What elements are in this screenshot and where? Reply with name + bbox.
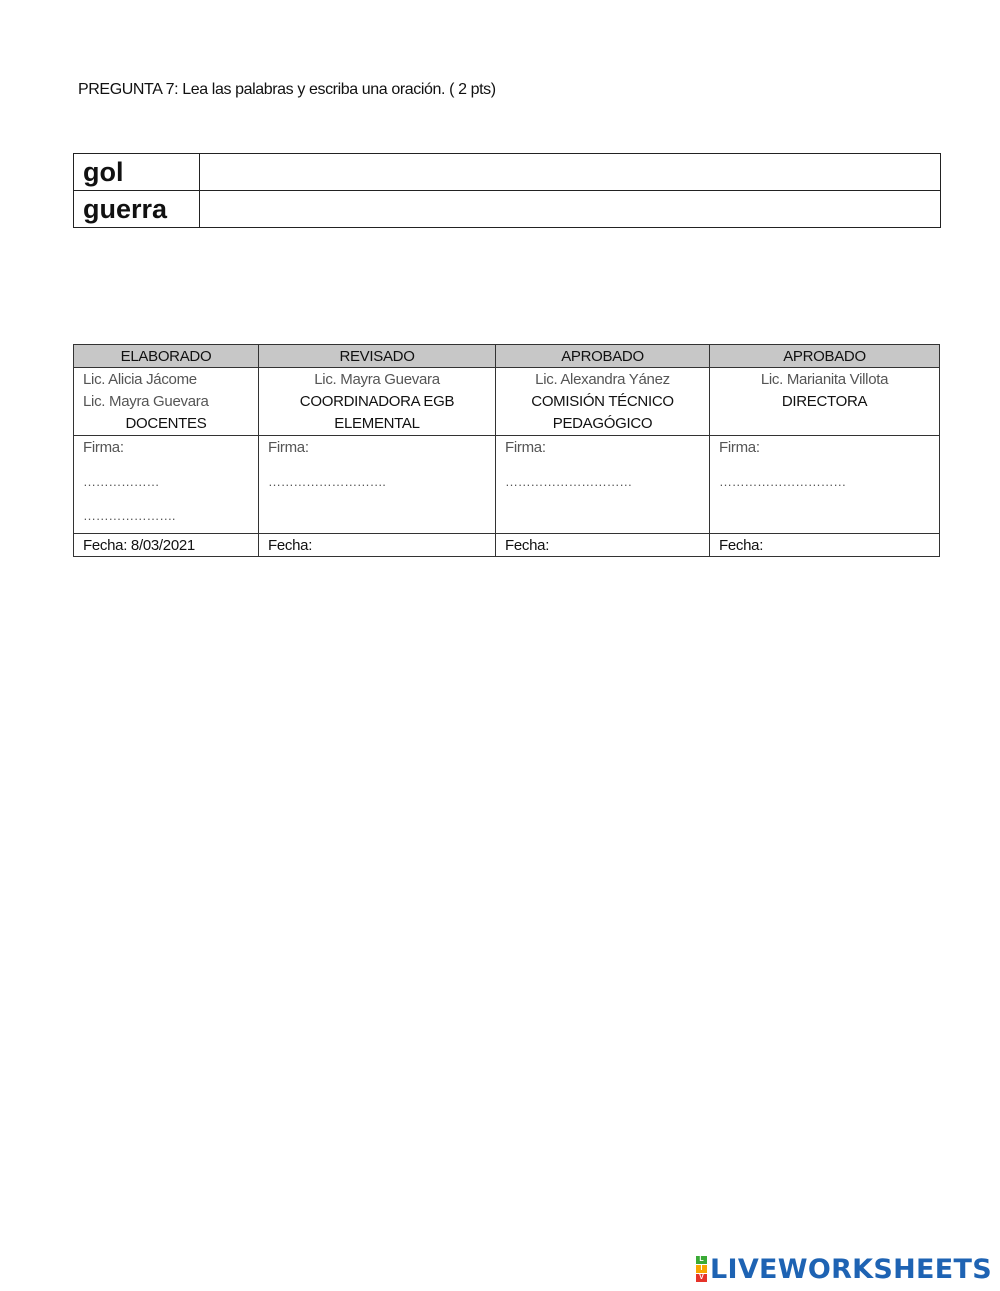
date-cell: Fecha: [496, 534, 710, 557]
logo-text: LIVEWORKSHEETS [709, 1253, 992, 1285]
signature-cell [259, 436, 496, 534]
date-cell: Fecha: [259, 534, 496, 557]
word-row [74, 191, 941, 228]
approval-info-row [74, 368, 940, 436]
person-name: Lic. Alexandra Yánez [535, 371, 670, 388]
signature-line: ……………… [83, 474, 160, 489]
aprobado-info [496, 368, 710, 436]
approval-table [73, 344, 940, 557]
person-name: Lic. Mayra Guevara [83, 393, 209, 410]
liveworksheets-logo [696, 1254, 992, 1284]
signature-cell [74, 436, 259, 534]
word-label: gol [74, 154, 200, 191]
signature-label: Firma: [83, 439, 124, 456]
date-cell: Fecha: [710, 534, 940, 557]
signature-line: ………………………… [505, 474, 633, 489]
person-role: COMISIÓN TÉCNICO [531, 393, 674, 410]
approval-signature-row [74, 436, 940, 534]
logo-mark-icon [696, 1256, 707, 1283]
word-sentence-table [73, 153, 941, 228]
aprobado-info [710, 368, 940, 436]
date-cell: Fecha: 8/03/2021 [74, 534, 259, 557]
signature-label: Firma: [719, 439, 760, 456]
person-role: DOCENTES [125, 415, 207, 432]
approval-header-row [74, 345, 940, 368]
logo-mark-letter: L [696, 1256, 707, 1264]
word-row [74, 154, 941, 191]
person-role: DIRECTORA [781, 393, 868, 410]
header-aprobado: APROBADO [710, 345, 940, 368]
signature-cell [496, 436, 710, 534]
person-role: ELEMENTAL [334, 415, 420, 432]
signature-line: ………………………. [268, 474, 386, 489]
person-name: Lic. Alicia Jácome [83, 371, 197, 388]
person-name: Lic. Mayra Guevara [314, 371, 440, 388]
person-name: Lic. Marianita Villota [760, 371, 889, 388]
signature-cell [710, 436, 940, 534]
elaborado-info [74, 368, 259, 436]
approval-date-row [74, 534, 940, 557]
signature-line: …………………. [83, 508, 176, 523]
logo-mark-letter: V [696, 1274, 707, 1282]
question-text: PREGUNTA 7: Lea las palabras y escriba una oración. ( 2 pts) [78, 81, 496, 98]
signature-line: ………………………… [719, 474, 847, 489]
word-label: guerra [74, 191, 200, 228]
header-aprobado: APROBADO [496, 345, 710, 368]
signature-label: Firma: [505, 439, 546, 456]
person-role: COORDINADORA EGB [299, 393, 455, 410]
logo-mark-letter: I [696, 1265, 707, 1273]
person-role: PEDAGÓGICO [552, 415, 653, 432]
signature-label: Firma: [268, 439, 309, 456]
header-revisado: REVISADO [259, 345, 496, 368]
revisado-info [259, 368, 496, 436]
sentence-input-area[interactable] [200, 191, 941, 228]
sentence-input-area[interactable] [200, 154, 941, 191]
header-elaborado: ELABORADO [74, 345, 259, 368]
